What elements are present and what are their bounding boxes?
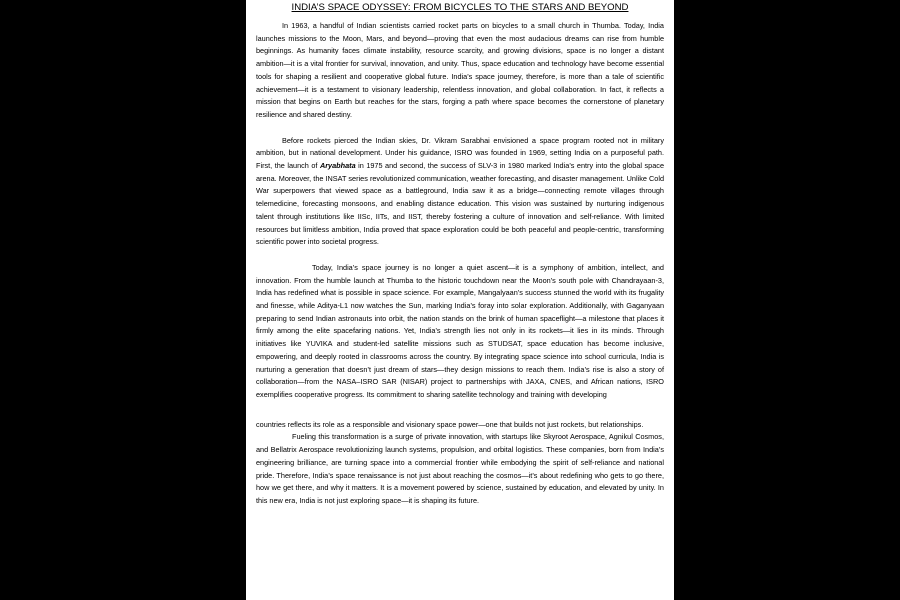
paragraph-history bbox=[256, 135, 664, 249]
paragraph-gap bbox=[256, 249, 664, 262]
document-page bbox=[246, 0, 674, 600]
paragraph-today: Today, India’s space journey is no longer a quiet ascent—it is a symphony of ambition, intellect, and innovation. From the humble launch at Thumba to the historic touchdown near the Moon’s south pole with Chandrayaan-3, India has redefined what is possible in space science. For example, Mangalyaan’s success stunned the world with its frugality and finesse, while Aditya-L1 now watches the Sun, marking India’s foray into solar exploration. Additionally, with Gaganyaan preparing to send Indian astronauts into orbit, the nation stands on the brink of human spaceflight—a milestone that places it firmly among the elite spacefaring nations. Yet, India’s strength lies not only in its rockets—it lies in its minds. Through initiatives like YUVIKA and student-led satellite missions such as STUDSAT, space education has become inclusive, empowering, and deeply rooted in classrooms across the country. By integrating space science into school curricula, India is nurturing a generation that doesn’t just dream of stars—they design missions to reach them. India’s rise is also a story of collaboration—from the NASA–ISRO SAR (NISAR) project to partnerships with JAXA, CNES, and African nations, ISRO exemplifies cooperative progress. Its commitment to sharing satellite technology and training with developing bbox=[256, 262, 664, 399]
paragraph-continuation: countries reflects its role as a responsible and visionary space power—one that builds not just rockets, but relationships. bbox=[256, 419, 644, 429]
document-title: INDIA’S SPACE ODYSSEY: FROM BICYCLES TO THE STARS AND BEYOND bbox=[291, 2, 629, 13]
aryabhata-emphasis: Aryabhata bbox=[319, 161, 356, 171]
paragraph-private-innovation: Fueling this transformation is a surge of private innovation, with startups like Skyroot Aerospace, Agnikul Cosmos, and Bellatrix Aerospace revolutionizing launch systems, propulsion, and orbital logistics. These companies, born from India’s engineering brilliance, are turning space into a commercial frontier while embodying the spirit of self-reliance and national pride. Therefore, India’s space renaissance is not just about reaching the cosmos—it’s about redefining who gets to go there, how we get there, and why it matters. It is a movement powered by science, sustained by education, and elevated by unity. In this new era, India is not just exploring space—it is shaping its future. bbox=[256, 432, 664, 505]
paragraph-history-part-a: Before rockets pierced the Indian skies, Dr. Vikram Sarabhai envisioned a space program rooted not in military ambition, but in national development. Under his guidance, ISRO was founded in 1969, setting India on a purposeful path. First, the launch of bbox=[256, 135, 664, 171]
paragraph-gap bbox=[256, 402, 664, 419]
paragraph-gap bbox=[256, 122, 664, 135]
paragraph-history-part-b: in 1975 and second, the success of SLV-3 in 1980 marked India’s entry into the global space arena. Moreover, the INSAT series revolutionized communication, weather forecasting, and disaster management. Unlike Cold War superpowers that viewed space as a battleground, India saw it as a bridge—connecting remote villages through telemedicine, forecasting monsoons, and enabling distance education. This vision was sustained by nurturing indigenous talent through institutions like IISc, IITs, and IIST, thereby fostering a culture of innovation and self-reliance. With limited resources but limitless ambition, India proved that space exploration could be both peaceful and people-centric, transforming scientific power into societal progress. bbox=[256, 161, 664, 247]
paragraph-intro: In 1963, a handful of Indian scientists carried rocket parts on bicycles to a small church in Thumba. Today, India launches missions to the Moon, Mars, and beyond—proving that even the most audacious dreams can rise from humble beginnings. As humanity faces climate instability, resource scarcity, and growing divisions, space is no longer a distant ambition—it is a vital frontier for survival, innovation, and unity. Thus, space education and technology have become essential tools for shaping a resilient and cooperative global future. India’s space journey, therefore, is more than a tale of scientific achievement—it is a testament to visionary leadership, relentless innovation, and global collaboration. In fact, it reflects a mission that begins on Earth but reaches for the stars, forging a path where space becomes the cornerstone of planetary resilience and shared destiny. bbox=[256, 21, 664, 119]
